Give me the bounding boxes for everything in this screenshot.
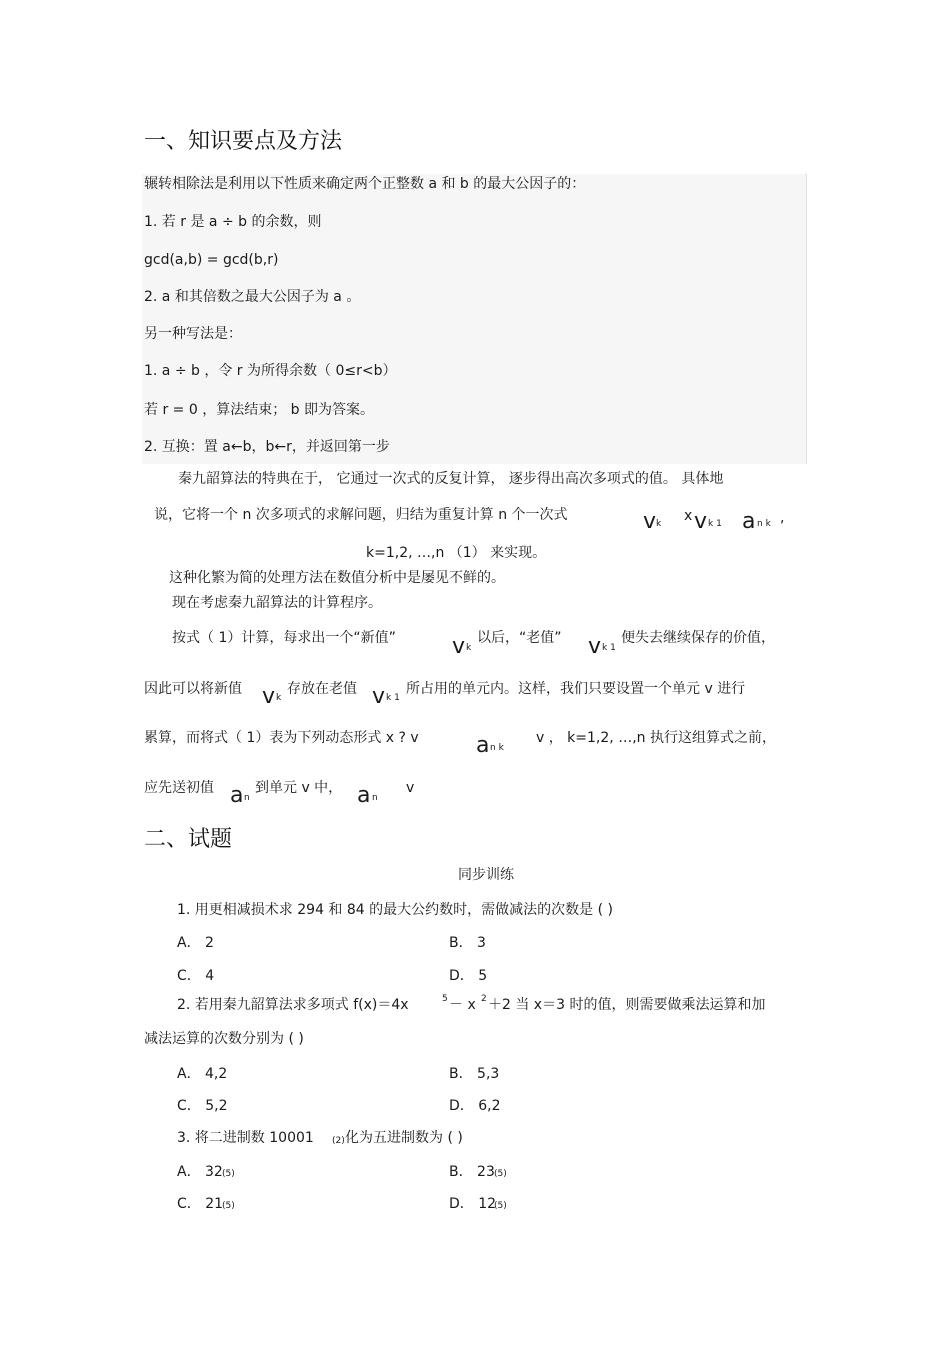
section2-title: 二、试题	[144, 827, 233, 852]
p4-b: v ， k=1,2, …,n 执行这组算式之前，	[536, 730, 776, 746]
qjs-line-4: 这种化繁为简的处理方法在数值分析中是屡见不鲜的。	[169, 570, 505, 586]
box-line-3: gcd(a,b) = gcd(b,r)	[144, 252, 279, 268]
qjs-line-1: 秦九韶算法的特典在于， 它通过一次式的反复计算， 逐步得出高次多项式的值。 具体地	[178, 471, 724, 487]
q2-option-b: B． 5,3	[449, 1066, 500, 1082]
p5-a-sym2: a	[357, 783, 371, 808]
p5-n2: n	[372, 793, 378, 803]
q2-sup2: 2	[481, 994, 487, 1004]
p2-v2: v	[588, 634, 602, 659]
q3-option-b-base: (5)	[494, 1169, 507, 1179]
q2-option-a: A． 4,2	[177, 1066, 228, 1082]
p2-b: 以后，“老值”	[477, 630, 562, 646]
formula-a: a	[742, 509, 756, 534]
p5-a-sym: a	[230, 783, 244, 808]
p2-v: v	[452, 634, 466, 659]
box-line-1: 辗转相除法是利用以下性质来确定两个正整数 a 和 b 的最大公因子的：	[144, 176, 586, 192]
box-line-8: 2. 互换：置 a←b，b←r，并返回第一步	[144, 439, 390, 455]
q3-option-a-base: (5)	[222, 1169, 235, 1179]
qjs-line-5: 现在考虑秦九韶算法的计算程序。	[172, 595, 382, 611]
q3-option-d-base: (5)	[494, 1201, 507, 1211]
p3-c: 所占用的单元内。这样，我们只要设置一个单元 v 进行	[406, 681, 746, 697]
p5-b: 到单元 v 中，	[255, 780, 343, 796]
q3-stem-b: 化为五进制数为 ( )	[345, 1130, 463, 1146]
formula-k: k	[656, 519, 662, 529]
q3-option-a: A． 32	[177, 1164, 223, 1180]
p4-a: 累算，而将式（ 1）表为下列动态形式 x ? v	[144, 730, 419, 746]
box-line-5: 另一种写法是：	[144, 326, 242, 342]
p3-k1: k 1	[386, 693, 400, 703]
q3-option-c-base: (5)	[222, 1201, 235, 1211]
q2-stem-b: － x	[449, 997, 476, 1013]
q2-option-d: D． 6,2	[449, 1098, 501, 1114]
p2-c: 便失去继续保存的价值，	[621, 630, 775, 646]
q2-sup5: 5	[442, 994, 448, 1004]
formula-v: v	[643, 509, 657, 534]
q3-base2: (2)	[332, 1136, 345, 1146]
q3-stem-a: 3. 将二进制数 10001	[177, 1130, 314, 1146]
p3-v: v	[262, 684, 276, 709]
qjs-line-3: k=1,2, …,n （1） 来实现。	[366, 545, 547, 561]
q3-option-d: D． 12	[449, 1196, 497, 1212]
qjs-line-2: 说，它将一个 n 次多项式的求解问题，归结为重复计算 n 个一次式	[154, 507, 568, 523]
box-line-7: 若 r = 0 ，算法结束； b 即为答案。	[144, 402, 374, 418]
q2-stem-a: 2. 若用秦九韶算法求多项式 f(x)＝4x	[177, 997, 409, 1013]
box-line-4: 2. a 和其倍数之最大公因子为 a 。	[144, 289, 361, 305]
q2-option-c: C． 5,2	[177, 1098, 228, 1114]
formula-k1: k 1	[708, 519, 722, 529]
section2-subtitle: 同步训练	[458, 867, 514, 883]
formula-v2: v	[694, 509, 708, 534]
q3-option-c: C． 21	[177, 1196, 224, 1212]
p4-nk: n k	[490, 743, 504, 753]
q2-stem-c: ＋2 当 x＝3 时的值，则需要做乘法运算和加	[488, 997, 766, 1013]
q1-option-a: A． 2	[177, 935, 214, 951]
p3-v2: v	[372, 684, 386, 709]
section1-title: 一、知识要点及方法	[144, 129, 343, 154]
p3-a: 因此可以将新值	[144, 681, 242, 697]
q3-option-b: B． 23	[449, 1164, 495, 1180]
q1-option-d: D． 5	[449, 968, 488, 984]
box-line-6: 1. a ÷ b ，令 r 为所得余数（ 0≤r<b）	[144, 363, 397, 379]
q1-option-b: B． 3	[449, 935, 486, 951]
p2-k: k	[466, 643, 472, 653]
p2-k1: k 1	[602, 643, 616, 653]
formula-comma: ,	[780, 510, 785, 526]
p3-k: k	[276, 693, 282, 703]
p3-b: 存放在老值	[287, 681, 357, 697]
formula-x: x	[684, 508, 693, 524]
q1-stem: 1. 用更相减损术求 294 和 84 的最大公约数时，需做减法的次数是 ( )	[177, 902, 613, 918]
p2-a: 按式（ 1）计算，每求出一个“新值”	[172, 630, 396, 646]
p5-n: n	[244, 793, 250, 803]
q2-stem-2: 减法运算的次数分别为 ( )	[144, 1031, 304, 1047]
p5-c: v	[406, 780, 415, 796]
p4-a-sym: a	[476, 733, 490, 758]
formula-nk: n k	[757, 519, 771, 529]
box-line-2: 1. 若 r 是 a ÷ b 的余数，则	[144, 214, 322, 230]
p5-a: 应先送初值	[144, 780, 214, 796]
q1-option-c: C． 4	[177, 968, 215, 984]
